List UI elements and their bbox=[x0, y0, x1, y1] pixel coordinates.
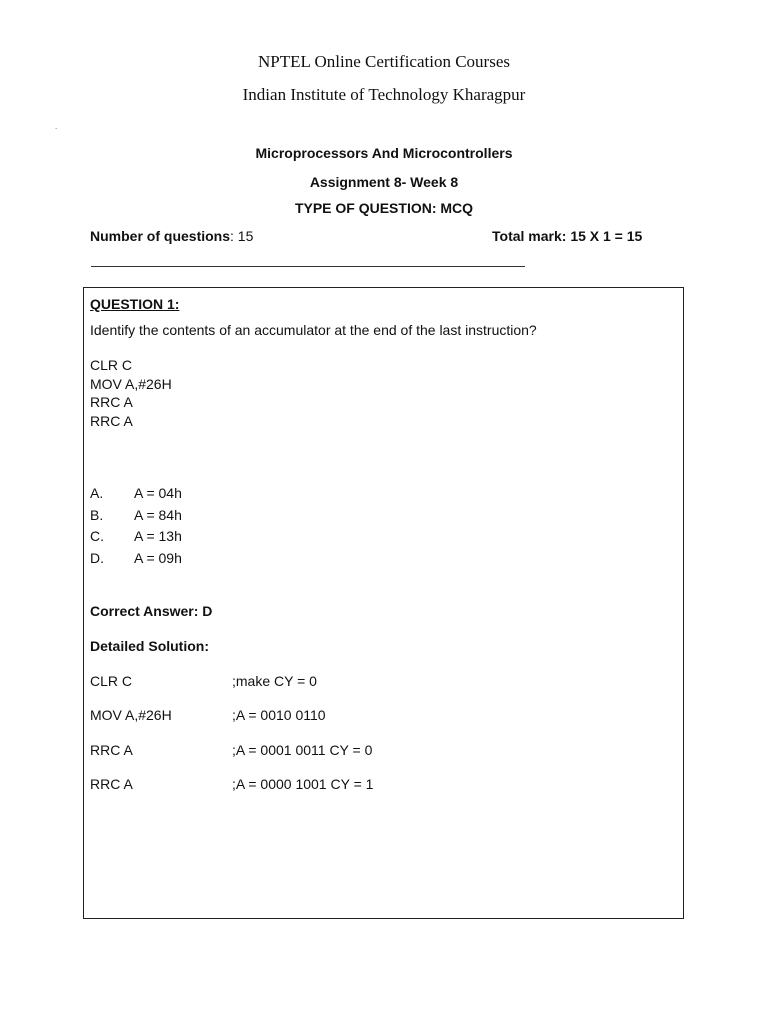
solution-code: RRC A bbox=[90, 776, 133, 792]
course-title: Microprocessors And Microcontrollers bbox=[255, 145, 513, 161]
option-b-letter: B. bbox=[90, 507, 104, 523]
code-line: RRC A bbox=[90, 412, 133, 429]
code-line: MOV A,#26H bbox=[90, 375, 172, 392]
solution-title: Detailed Solution: bbox=[90, 638, 209, 654]
option-a-letter: A. bbox=[90, 485, 104, 501]
option-a-text: A = 04h bbox=[134, 485, 182, 501]
option-c-text: A = 13h bbox=[134, 528, 182, 544]
stray-mark: . bbox=[55, 122, 58, 131]
solution-code: MOV A,#26H bbox=[90, 707, 172, 723]
code-line: RRC A bbox=[90, 394, 133, 410]
number-of-questions bbox=[90, 228, 253, 244]
question-title: QUESTION 1: bbox=[90, 296, 180, 312]
assignment-title: Assignment 8- Week 8 bbox=[309, 174, 459, 190]
question-prompt: Identify the contents of an accumulator at the end of the last instruction? bbox=[90, 322, 537, 338]
solution-comment: ;make CY = 0 bbox=[232, 673, 317, 689]
solution-code: CLR C bbox=[90, 673, 133, 689]
option-d-text: A = 09h bbox=[134, 550, 182, 566]
option-d-letter: D. bbox=[90, 550, 104, 566]
question-type: TYPE OF QUESTION: MCQ bbox=[294, 200, 474, 216]
code-line: CLR C bbox=[90, 357, 133, 373]
option-b-text: A = 84h bbox=[134, 507, 182, 523]
institution-name: Indian Institute of Technology Kharagpur bbox=[242, 85, 526, 104]
solution-code: RRC A bbox=[90, 742, 133, 758]
number-of-questions-colon: : bbox=[230, 228, 234, 244]
solution-comment: ;A = 0010 0110 bbox=[232, 707, 326, 723]
number-of-questions-value: 15 bbox=[233, 228, 254, 244]
option-c-letter: C. bbox=[90, 528, 104, 544]
correct-answer: Correct Answer: D bbox=[90, 603, 213, 619]
separator-rule bbox=[91, 266, 525, 267]
question-code bbox=[90, 356, 172, 430]
total-mark: Total mark: 15 X 1 = 15 bbox=[492, 228, 643, 244]
solution-comment: ;A = 0000 1001 CY = 1 bbox=[232, 776, 374, 792]
solution-comment: ;A = 0001 0011 CY = 0 bbox=[232, 742, 373, 758]
institution-title: NPTEL Online Certification Courses bbox=[258, 52, 510, 71]
number-of-questions-label: Number of questions bbox=[90, 228, 231, 244]
